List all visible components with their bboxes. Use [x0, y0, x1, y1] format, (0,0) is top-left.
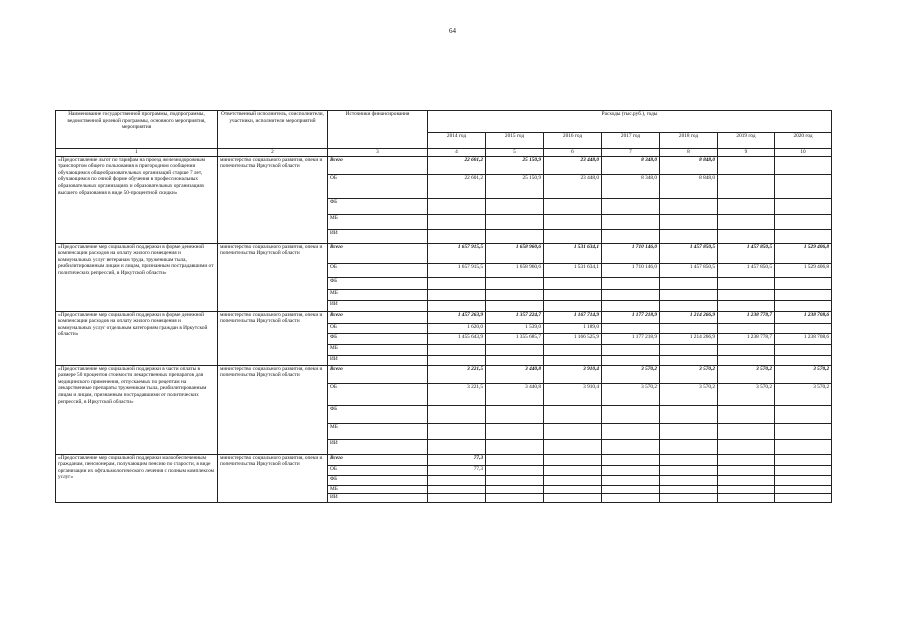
expense-value: 25 150,9	[486, 174, 544, 198]
expense-value	[486, 405, 544, 423]
funding-source: МБ	[328, 214, 428, 229]
column-number: 2	[218, 149, 328, 157]
expense-value	[775, 439, 832, 454]
expense-value	[544, 465, 602, 475]
responsible-executor: министерство социального развития, опеки и попечительства Иркутской области	[218, 156, 328, 243]
expense-value	[486, 475, 544, 485]
expense-value	[660, 493, 718, 502]
expense-value	[544, 277, 602, 289]
funding-source: ФБ	[328, 475, 428, 485]
expense-value	[775, 198, 832, 214]
expense-value: 1 214 266,9	[660, 333, 718, 344]
expense-value: 1 457 850,5	[660, 263, 718, 277]
expense-value: 3 221,5	[428, 383, 486, 405]
funding-source: ИИ	[328, 300, 428, 311]
expense-value: 3 570,2	[718, 365, 775, 383]
expense-value	[602, 300, 660, 311]
expenses-table	[55, 110, 832, 503]
expense-value: 1 657 915,5	[428, 263, 486, 277]
expense-value	[718, 289, 775, 300]
expense-value: 3 440,8	[486, 383, 544, 405]
expense-value: 1 457 850,5	[718, 243, 775, 263]
expense-value	[602, 465, 660, 475]
header-year: 2014 год	[428, 133, 486, 149]
header-year: 2016 год	[544, 133, 602, 149]
expense-value	[428, 198, 486, 214]
expense-value	[428, 439, 486, 454]
funding-source: Всего	[328, 243, 428, 263]
expense-value	[660, 198, 718, 214]
funding-source: ОБ	[328, 323, 428, 333]
expense-value	[486, 277, 544, 289]
expense-value: 1 620,0	[428, 323, 486, 333]
expense-value	[660, 344, 718, 355]
expense-value: 1 238 708,6	[775, 311, 832, 323]
expense-value	[486, 229, 544, 243]
expense-value: 8 348,0	[602, 174, 660, 198]
expense-value: 1 357 224,7	[486, 311, 544, 323]
expense-value	[775, 277, 832, 289]
responsible-executor: министерство социального развития, опеки и попечительства Иркутской области	[218, 365, 328, 454]
table-row	[56, 454, 832, 465]
table-row	[56, 365, 832, 383]
expense-value	[428, 423, 486, 439]
expense-value	[544, 475, 602, 485]
expense-value	[544, 423, 602, 439]
expense-value	[602, 214, 660, 229]
header-year: 2017 год	[602, 133, 660, 149]
expense-value	[718, 323, 775, 333]
expense-value: 1 167 714,9	[544, 311, 602, 323]
expense-value	[775, 156, 832, 174]
header-year: 2015 год	[486, 133, 544, 149]
expense-value	[775, 214, 832, 229]
expense-value	[428, 485, 486, 493]
expense-value	[718, 485, 775, 493]
expense-value	[428, 277, 486, 289]
expense-value	[544, 493, 602, 502]
expense-value	[428, 405, 486, 423]
expense-value: 8 348,0	[602, 156, 660, 174]
expense-value	[428, 355, 486, 365]
expense-value: 1 355 685,7	[486, 333, 544, 344]
header-source-col: Источники финансирования	[328, 111, 428, 149]
expense-value	[660, 277, 718, 289]
expense-value	[486, 465, 544, 475]
expense-value: 1 657 915,5	[428, 243, 486, 263]
funding-source: МБ	[328, 423, 428, 439]
column-number: 10	[775, 149, 832, 157]
funding-source: ФБ	[328, 405, 428, 423]
expense-value	[775, 405, 832, 423]
expense-value	[775, 323, 832, 333]
expense-value: 3 570,2	[775, 365, 832, 383]
funding-source: ИИ	[328, 229, 428, 243]
header-expenses: Расходы (тыс.руб.), годы	[428, 111, 832, 133]
column-number: 7	[602, 149, 660, 157]
expense-value	[428, 493, 486, 502]
column-number: 8	[660, 149, 718, 157]
expense-value: 3 440,8	[486, 365, 544, 383]
expense-value	[544, 198, 602, 214]
expense-value	[486, 439, 544, 454]
expense-value: 22 601,2	[428, 156, 486, 174]
expense-value: 1 166 525,9	[544, 333, 602, 344]
funding-source: Всего	[328, 454, 428, 465]
expense-value: 1 455 643,9	[428, 333, 486, 344]
expense-value: 3 570,2	[660, 383, 718, 405]
expense-value	[775, 454, 832, 465]
expense-value	[544, 214, 602, 229]
expense-value	[486, 355, 544, 365]
page-number: 64	[449, 27, 456, 35]
expense-value	[660, 454, 718, 465]
expense-value	[660, 485, 718, 493]
expense-value: 3 570,2	[602, 365, 660, 383]
expense-value	[718, 277, 775, 289]
expense-value	[486, 198, 544, 214]
funding-source: Всего	[328, 365, 428, 383]
expense-value	[718, 355, 775, 365]
table-row	[56, 156, 832, 174]
expense-value	[602, 289, 660, 300]
expense-value: 23 448,0	[544, 156, 602, 174]
expense-value: 3 570,2	[660, 365, 718, 383]
expense-value	[602, 323, 660, 333]
expense-value: 3 910,4	[544, 365, 602, 383]
expense-value	[775, 493, 832, 502]
measure-name: «Предоставление мер социальной поддержки в форме денежной компенсации расходов на оплату жилого помещения и коммунальных услуг отдельным категориям граждан в Иркутской области»	[56, 311, 218, 365]
expense-value	[602, 423, 660, 439]
expense-value	[775, 485, 832, 493]
funding-source: Всего	[328, 311, 428, 323]
expense-value	[718, 439, 775, 454]
expense-value	[428, 214, 486, 229]
expense-value: 1 189,0	[544, 323, 602, 333]
measure-name: «Предоставление мер социальной поддержки в части оплаты в размере 50 процентов стоимости лекарственных препаратов для медицинского применения, отпускаемых по рецептам на лекарственные препараты труженикам тыла, реабилитированным лицам и лицам, признанным пострадавшими от политических репрессий, в Иркутской области»	[56, 365, 218, 454]
funding-source: ИИ	[328, 439, 428, 454]
expense-value	[718, 344, 775, 355]
expense-value	[544, 344, 602, 355]
expense-value: 3 221,5	[428, 365, 486, 383]
expense-value: 1 238 708,6	[775, 333, 832, 344]
expense-value	[718, 229, 775, 243]
expense-value	[428, 300, 486, 311]
expense-value	[775, 229, 832, 243]
expense-value	[775, 344, 832, 355]
expense-value	[602, 277, 660, 289]
funding-source: МБ	[328, 485, 428, 493]
funding-source: МБ	[328, 344, 428, 355]
funding-source: ОБ	[328, 383, 428, 405]
expense-value	[660, 405, 718, 423]
responsible-executor: министерство социального развития, опеки и попечительства Иркутской области	[218, 311, 328, 365]
expense-value: 1 214 266,9	[660, 311, 718, 323]
header-row-numbers	[56, 149, 832, 157]
expense-value	[544, 439, 602, 454]
expense-value	[602, 454, 660, 465]
expense-value: 77,3	[428, 465, 486, 475]
expense-value: 1 531 634,1	[544, 263, 602, 277]
expense-value	[602, 493, 660, 502]
expense-value	[486, 485, 544, 493]
expense-value	[718, 454, 775, 465]
expense-value	[602, 198, 660, 214]
expense-value: 3 570,2	[602, 383, 660, 405]
expense-value	[428, 475, 486, 485]
header-year: 2018 год	[660, 133, 718, 149]
column-number: 6	[544, 149, 602, 157]
expense-value	[660, 229, 718, 243]
funding-source: ОБ	[328, 465, 428, 475]
expense-value: 1 457 850,5	[718, 263, 775, 277]
expense-value	[775, 300, 832, 311]
expense-value: 3 570,2	[775, 383, 832, 405]
table-row	[56, 311, 832, 323]
expense-value: 25 150,9	[486, 156, 544, 174]
expense-value: 1 710 146,0	[602, 243, 660, 263]
expense-value: 1 529 406,8	[775, 263, 832, 277]
responsible-executor: министерство социального развития, опеки и попечительства Иркутской области	[218, 243, 328, 311]
responsible-executor: министерство социального развития, опеки и попечительства Иркутской области	[218, 454, 328, 502]
funding-source: Всего	[328, 156, 428, 174]
expense-value: 8 848,0	[660, 156, 718, 174]
expense-value	[428, 289, 486, 300]
expense-value: 1 539,0	[486, 323, 544, 333]
expense-value	[775, 423, 832, 439]
header-year: 2019 год	[718, 133, 775, 149]
expense-value	[486, 289, 544, 300]
expense-value	[718, 405, 775, 423]
expense-value: 1 658 960,6	[486, 263, 544, 277]
expense-value	[660, 439, 718, 454]
expense-value	[660, 214, 718, 229]
column-number: 4	[428, 149, 486, 157]
expense-value: 1 457 850,5	[660, 243, 718, 263]
expense-value: 1 238 778,7	[718, 333, 775, 344]
expense-value	[544, 355, 602, 365]
expense-value: 8 848,0	[660, 174, 718, 198]
expense-value	[718, 174, 775, 198]
measure-name: «Предоставление мер социальной поддержки в форме денежной компенсации расходов на оплату жилого помещения и коммунальных услуг ветеранам труда, труженикам тыла, реабилитированным лицам и лицам, признанным пострадавшими от политических репрессий, в Иркутской области»	[56, 243, 218, 311]
expense-value	[486, 454, 544, 465]
expense-value	[660, 323, 718, 333]
expense-value	[718, 423, 775, 439]
expense-value	[775, 174, 832, 198]
measure-name: «Предоставление льгот по тарифам на проезд железнодорожным транспортом общего пользования в пригородном сообщении обучающимся общеобразовательных организаций старше 7 лет, обучающимся по очной форме обучения в профессиональных образовательных организациях и образовательных организациях высшего образования в виде 50-процентной скидки»	[56, 156, 218, 243]
expense-value	[486, 423, 544, 439]
expense-value: 3 570,2	[718, 383, 775, 405]
expense-value	[544, 229, 602, 243]
expense-value: 23 448,0	[544, 174, 602, 198]
expense-value	[544, 485, 602, 493]
expense-value	[660, 300, 718, 311]
expense-value	[775, 355, 832, 365]
expense-value	[718, 465, 775, 475]
expense-value	[660, 423, 718, 439]
expense-value	[602, 475, 660, 485]
expense-value	[544, 300, 602, 311]
expense-value	[660, 355, 718, 365]
expense-value	[718, 475, 775, 485]
expense-value	[718, 214, 775, 229]
expense-value	[718, 300, 775, 311]
expense-value	[775, 465, 832, 475]
expense-value	[544, 289, 602, 300]
funding-source: ФБ	[328, 277, 428, 289]
expense-value	[660, 475, 718, 485]
expense-value: 1 177 218,9	[602, 333, 660, 344]
expense-value	[660, 289, 718, 300]
expense-value	[486, 300, 544, 311]
funding-source: ИИ	[328, 355, 428, 365]
expense-value	[718, 198, 775, 214]
expense-value	[486, 214, 544, 229]
expense-value: 22 601,2	[428, 174, 486, 198]
expense-value	[775, 289, 832, 300]
table-row	[56, 243, 832, 263]
expense-value	[544, 454, 602, 465]
funding-source: ФБ	[328, 333, 428, 344]
expense-value: 1 531 634,1	[544, 243, 602, 263]
expense-value	[486, 493, 544, 502]
expense-value: 3 910,4	[544, 383, 602, 405]
header-row-1	[56, 111, 832, 133]
expense-value: 1 529 406,8	[775, 243, 832, 263]
column-number: 9	[718, 149, 775, 157]
expense-value	[602, 439, 660, 454]
funding-source: ИИ	[328, 493, 428, 502]
expense-value	[602, 405, 660, 423]
expense-value: 1 710 146,0	[602, 263, 660, 277]
expense-value	[428, 229, 486, 243]
header-resp-col: Ответственный исполнитель, соисполнители, участники, исполнители мероприятий	[218, 111, 328, 149]
funding-source: ОБ	[328, 174, 428, 198]
expense-value: 1 658 960,6	[486, 243, 544, 263]
expense-value: 1 457 263,9	[428, 311, 486, 323]
expense-value: 77,3	[428, 454, 486, 465]
funding-source: ФБ	[328, 198, 428, 214]
expense-value	[486, 344, 544, 355]
column-number: 5	[486, 149, 544, 157]
header-name-col: Наименование государственной программы, подпрограммы, ведомственной целевой программы, основного мероприятия, мероприятия	[56, 111, 218, 149]
measure-name: «Предоставление мер социальной поддержки малообеспеченным гражданам, пенсионерам, получающим пенсию по старости, в виде организации их офтальмологического лечения с полным комплексом услуг»	[56, 454, 218, 502]
expense-value	[428, 344, 486, 355]
expense-value	[602, 229, 660, 243]
expense-value	[718, 156, 775, 174]
expense-value	[602, 355, 660, 365]
expense-value: 1 177 218,9	[602, 311, 660, 323]
column-number: 3	[328, 149, 428, 157]
expense-value	[602, 344, 660, 355]
expense-value	[660, 465, 718, 475]
funding-source: ОБ	[328, 263, 428, 277]
expense-value	[718, 493, 775, 502]
expense-value	[602, 485, 660, 493]
expense-value: 1 238 778,7	[718, 311, 775, 323]
header-year: 2020 год	[775, 133, 832, 149]
expense-value	[775, 475, 832, 485]
expense-value	[544, 405, 602, 423]
column-number: 1	[56, 149, 218, 157]
funding-source: МБ	[328, 289, 428, 300]
